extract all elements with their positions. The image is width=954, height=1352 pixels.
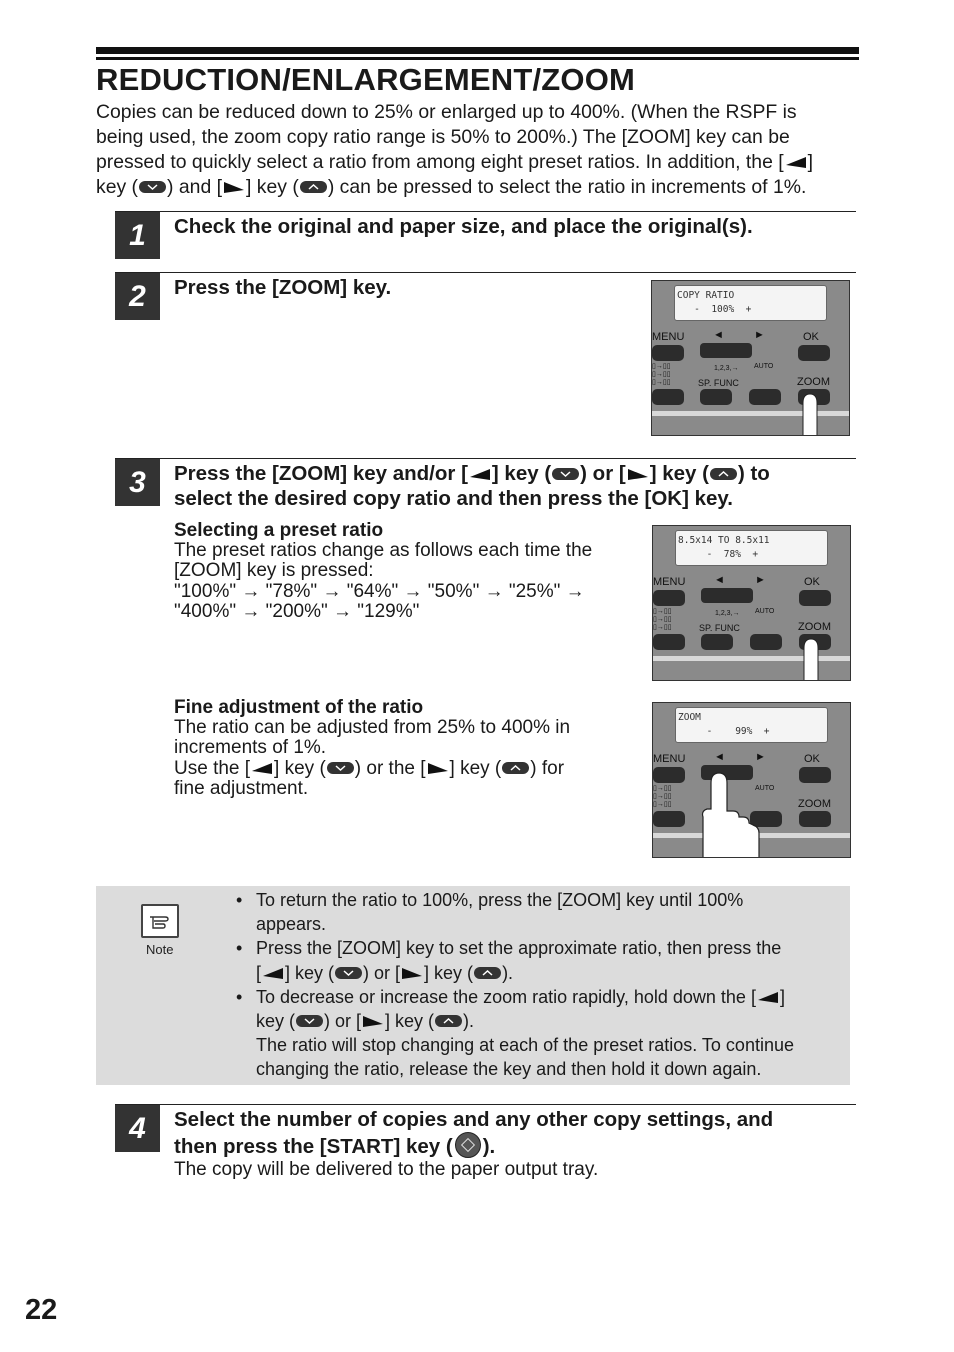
menu-label: MENU <box>653 576 686 588</box>
left-arrow-label: ◄ <box>714 574 725 586</box>
up-key-icon <box>300 181 327 193</box>
control-panel-preset: 8.5x14 TO 8.5x11 - 78% + MENU ◄ ► OK ▯→▯▯ ▯→▯▯ ▯→▯▯ 1,2,3,→ AUTO SP. FUNC ZOOM <box>652 525 851 681</box>
arrow-keys[interactable] <box>700 343 752 358</box>
menu-label: MENU <box>653 753 686 765</box>
duplex-button[interactable] <box>653 634 685 650</box>
preset-ratio-text: The preset ratios change as follows each time the [ZOOM] key is pressed: "100%" → "78%" → "64%" → "50%" → "25%" → "400%" → "200%" → "129%" <box>174 540 593 622</box>
hand-icon <box>693 771 765 858</box>
right-arrow-label: ► <box>755 751 766 763</box>
left-arrow-label: ◄ <box>714 751 725 763</box>
left-arrow-label: ◄ <box>713 329 724 341</box>
ok-button[interactable] <box>799 767 831 783</box>
auto-button[interactable] <box>750 634 782 650</box>
auto-button[interactable] <box>749 389 781 405</box>
menu-label: MENU <box>652 331 685 343</box>
control-panel-zoom-fine: ZOOM - 99% + MENU ◄ ► OK ▯→▯▯ ▯→▯▯ ▯→▯▯ AUTO ZOOM <box>652 702 851 858</box>
original-copy-icons: ▯→▯▯ ▯→▯▯ ▯→▯▯ <box>652 363 671 386</box>
duplex-button[interactable] <box>652 389 684 405</box>
step-2-rule <box>115 272 856 273</box>
down-key-icon <box>296 1015 323 1027</box>
step-4-heading: Select the number of copies and any other copy settings, and then press the [START] key ( ). <box>174 1108 774 1158</box>
preset-ratio-title: Selecting a preset ratio <box>174 520 384 541</box>
step-3-rule <box>115 458 856 459</box>
right-key-icon <box>427 761 449 775</box>
up-key-icon <box>502 762 529 774</box>
zoom-label: ZOOM <box>797 376 830 388</box>
step-1-heading: Check the original and paper size, and place the original(s). <box>174 215 753 238</box>
right-key-icon <box>362 1014 384 1028</box>
left-key-icon <box>757 990 779 1004</box>
left-key-icon <box>785 155 807 169</box>
intro-paragraph: Copies can be reduced down to 25% or enlarged up to 400%. (When the RSPF is being used, the zoom copy ratio range is 50% to 200%.) The [ZOOM] key can be pressed to quickly select a ratio from among eight preset ratios. In addition, the [ ] key ( ) and [ ] key ( ) can be pressed to select the ratio in increments of 1%. <box>96 101 814 198</box>
step-2-number: 2 <box>115 273 160 320</box>
lcd-display: 8.5x14 TO 8.5x11 - 78% + <box>675 530 828 566</box>
ok-label: OK <box>803 331 819 343</box>
down-key-icon <box>335 967 362 979</box>
fine-adjustment-title: Fine adjustment of the ratio <box>174 697 424 718</box>
menu-button[interactable] <box>653 767 685 783</box>
right-key-icon <box>627 467 649 481</box>
right-key-icon <box>223 180 245 194</box>
note-label: Note <box>146 942 174 957</box>
lcd-display: ZOOM - 99% + <box>675 707 828 743</box>
zoom-label: ZOOM <box>798 798 831 810</box>
step-2-heading: Press the [ZOOM] key. <box>174 276 392 299</box>
lcd-display: COPY RATIO - 100% + <box>674 285 827 321</box>
page-number: 22 <box>25 1294 58 1326</box>
sp-func-label: SP. FUNC <box>699 623 740 633</box>
start-key-icon <box>455 1132 481 1158</box>
step-4-number: 4 <box>115 1105 160 1152</box>
sp-func-button[interactable] <box>701 634 733 650</box>
finger-icon <box>801 638 823 681</box>
right-arrow-label: ► <box>755 574 766 586</box>
left-key-icon <box>262 966 284 980</box>
ok-label: OK <box>804 576 820 588</box>
finger-icon <box>800 393 822 436</box>
zoom-button[interactable] <box>799 811 831 827</box>
step-3-number: 3 <box>115 459 160 506</box>
left-key-icon <box>251 761 273 775</box>
step-1-rule <box>115 211 856 212</box>
zoom-label: ZOOM <box>798 621 831 633</box>
control-panel-copy-ratio: COPY RATIO - 100% + MENU ◄ ► OK ▯→▯▯ ▯→▯▯ ▯→▯▯ 1,2,3,→ AUTO SP. FUNC ZOOM <box>651 280 850 436</box>
left-key-icon <box>469 467 491 481</box>
note-text: • To return the ratio to 100%, press the [ZOOM] key until 100% appears. • Press the [ZOOM] key to set the approximate ratio, then press the [ ] key ( ) or [ ] key ( ). • To decrease or increase the zoom ratio rapidly, hold down the [ ] key ( ) or [ ] key ( ). The ratio will stop changing at each of the preset ratios. To continue changing the ratio, release the key and then hold it down again. <box>236 890 794 1080</box>
step-3-heading: Press the [ZOOM] key and/or [ ] key ( ) or [ ] key ( ) to select the desired copy ratio and then press the [OK] key. <box>174 462 770 510</box>
step-4-rule <box>115 1104 856 1105</box>
fine-adjustment-text: The ratio can be adjusted from 25% to 400% in increments of 1%. Use the [ ] key ( ) or the [ ] key ( ) for fine adjustment. <box>174 717 571 799</box>
duplex-button[interactable] <box>653 811 685 827</box>
down-key-icon <box>552 468 579 480</box>
menu-button[interactable] <box>652 345 684 361</box>
up-key-icon <box>474 967 501 979</box>
menu-button[interactable] <box>653 590 685 606</box>
ok-label: OK <box>804 753 820 765</box>
ok-button[interactable] <box>799 590 831 606</box>
step-4-body: The copy will be delivered to the paper output tray. <box>174 1159 599 1180</box>
header-rule-thick <box>96 47 859 54</box>
up-key-icon <box>710 468 737 480</box>
down-key-icon <box>139 181 166 193</box>
page-title: REDUCTION/ENLARGEMENT/ZOOM <box>96 62 636 97</box>
sp-func-label: SP. FUNC <box>698 378 739 388</box>
step-1-number: 1 <box>115 212 160 259</box>
original-copy-icons: ▯→▯▯ ▯→▯▯ ▯→▯▯ <box>653 608 672 631</box>
sp-func-button[interactable] <box>700 389 732 405</box>
ok-button[interactable] <box>798 345 830 361</box>
arrow-keys[interactable] <box>701 588 753 603</box>
note-pointing-hand-icon <box>141 904 179 938</box>
down-key-icon <box>327 762 354 774</box>
original-copy-icons: ▯→▯▯ ▯→▯▯ ▯→▯▯ <box>653 785 672 808</box>
right-key-icon <box>401 966 423 980</box>
header-rule-thin <box>96 57 859 60</box>
up-key-icon <box>435 1015 462 1027</box>
right-arrow-label: ► <box>754 329 765 341</box>
